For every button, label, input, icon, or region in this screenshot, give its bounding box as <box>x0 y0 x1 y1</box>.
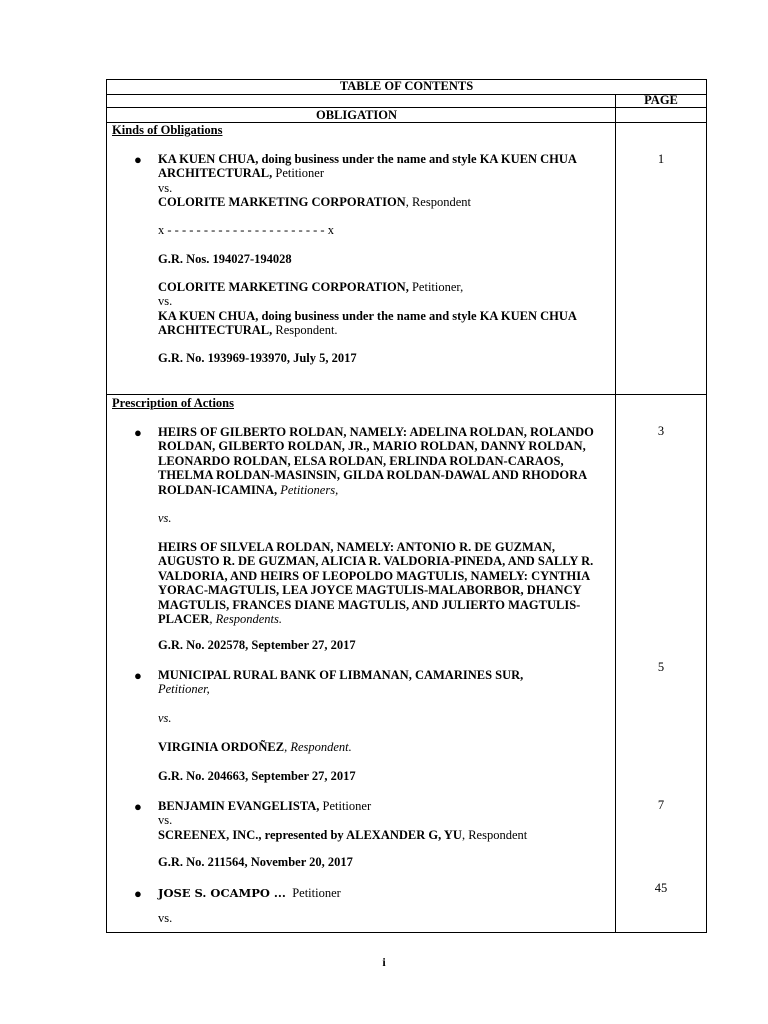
party-role: Petitioner <box>285 886 341 900</box>
case-entry-prescription-2-petitioner <box>158 668 538 697</box>
petitioner-name: BENJAMIN EVANGELISTA, <box>158 799 320 813</box>
petitioner-name: MUNICIPAL RURAL BANK OF LIBMANAN, CAMARINES SUR, <box>158 668 524 682</box>
versus-text: vs. <box>158 911 173 925</box>
respondent-name: VIRGINIA ORDOÑEZ <box>158 740 285 754</box>
party-role: Petitioner <box>272 166 324 181</box>
respondent-name: HEIRS OF SILVELA ROLDAN, NAMELY: ANTONIO R. DE GUZMAN, AUGUSTO R. DE GUZMAN, ALICIA R. VALDORIA-PINEDA, AND SALLY R. VALDORIA, AND HEIRS OF LEOPOLDO MAGTULIS, NAMELY: CYNTHIA YORAC-MAGTULIS, LEA JOYCE MAGTULIS-MALABORBOR, DHANCY MAGTULIS, FRANCES DIANE MAGTULIS, AND JULIERTO MAGTULIS-PLACER <box>158 540 594 627</box>
gr-number: G.R. No. 193969-193970, July 5, 2017 <box>158 351 357 365</box>
page-number-5: 5 <box>657 660 665 674</box>
party-role: , Respondent <box>461 827 528 842</box>
gr-number: G.R. Nos. 194027-194028 <box>158 252 292 266</box>
bullet-icon: ● <box>134 886 142 901</box>
page-number-45: 45 <box>654 881 668 895</box>
toc-title: TABLE OF CONTENTS <box>339 79 474 93</box>
party-role: , Respondent <box>405 195 471 210</box>
row-divider <box>106 394 707 395</box>
heading-prescription-of-actions: Prescription of Actions <box>112 396 234 410</box>
petitioner-name: COLORITE MARKETING CORPORATION, <box>158 280 409 294</box>
gr-number: G.R. No. 211564, November 20, 2017 <box>158 855 353 869</box>
section-title: OBLIGATION <box>316 108 398 122</box>
bullet-icon: ● <box>134 799 142 814</box>
case-entry-prescription-2-respondent <box>158 740 352 754</box>
page-number-7: 7 <box>657 798 665 812</box>
party-role: Petitioner <box>319 799 372 813</box>
respondent-name: COLORITE MARKETING CORPORATION <box>158 195 406 210</box>
page-number-1: 1 <box>657 152 665 166</box>
gr-number: G.R. No. 204663, September 27, 2017 <box>158 769 356 783</box>
versus-text: vs. <box>158 180 173 195</box>
page-column-header: PAGE <box>644 93 678 107</box>
case-separator: x - - - - - - - - - - - - - - - - - - - - - - x <box>158 223 334 237</box>
petitioner-name: JOSE S. OCAMPO ... <box>158 886 286 900</box>
versus-text: vs. <box>158 711 172 725</box>
gr-number: G.R. No. 202578, September 27, 2017 <box>158 638 356 652</box>
respondent-name: SCREENEX, INC., represented by ALEXANDER G, YU <box>158 827 462 842</box>
party-role: Petitioner, <box>158 682 210 697</box>
respondent-name: KA KUEN CHUA, doing business under the name and style KA KUEN CHUA ARCHITECTURAL, <box>158 308 577 338</box>
case-entry-prescription-1-respondents <box>158 540 610 626</box>
bullet-icon: ● <box>134 425 142 440</box>
party-role: Petitioner, <box>408 280 464 294</box>
case-entry-prescription-1-petitioners <box>158 425 610 497</box>
row-divider <box>106 107 707 108</box>
case-entry-prescription-3 <box>158 799 608 842</box>
versus-text: vs. <box>158 294 173 309</box>
bullet-icon: ● <box>134 152 142 167</box>
party-role: , Respondents. <box>209 612 282 627</box>
versus-text: vs. <box>158 813 173 828</box>
heading-kinds-of-obligations: Kinds of Obligations <box>112 123 223 137</box>
party-role: Petitioners, <box>277 482 339 497</box>
case-entry-prescription-4 <box>158 886 341 900</box>
petitioner-name: HEIRS OF GILBERTO ROLDAN, NAMELY: ADELINA ROLDAN, ROLANDO ROLDAN, GILBERTO ROLDAN, JR., MARIO ROLDAN, DANNY ROLDAN, LEONARDO ROLDAN, ELSA ROLDAN, ERLINDA ROLDAN-CARAOS, THELMA ROLDAN-MASINSIN, GILDA ROLDAN-DAWAL AND RHODORA ROLDAN-ICAMINA, <box>158 425 594 497</box>
case-entry-kinds-1-consolidated <box>158 280 608 338</box>
page-number-3: 3 <box>657 424 665 438</box>
bullet-icon: ● <box>134 668 142 683</box>
footer-page-number: i <box>382 955 386 969</box>
petitioner-name: KA KUEN CHUA, doing business under the name and style KA KUEN CHUA ARCHITECTURAL, <box>158 152 577 181</box>
versus-text: vs. <box>158 511 172 525</box>
party-role: Respondent. <box>272 323 338 338</box>
party-role: , Respondent. <box>284 740 352 754</box>
case-entry-kinds-1 <box>158 152 608 210</box>
